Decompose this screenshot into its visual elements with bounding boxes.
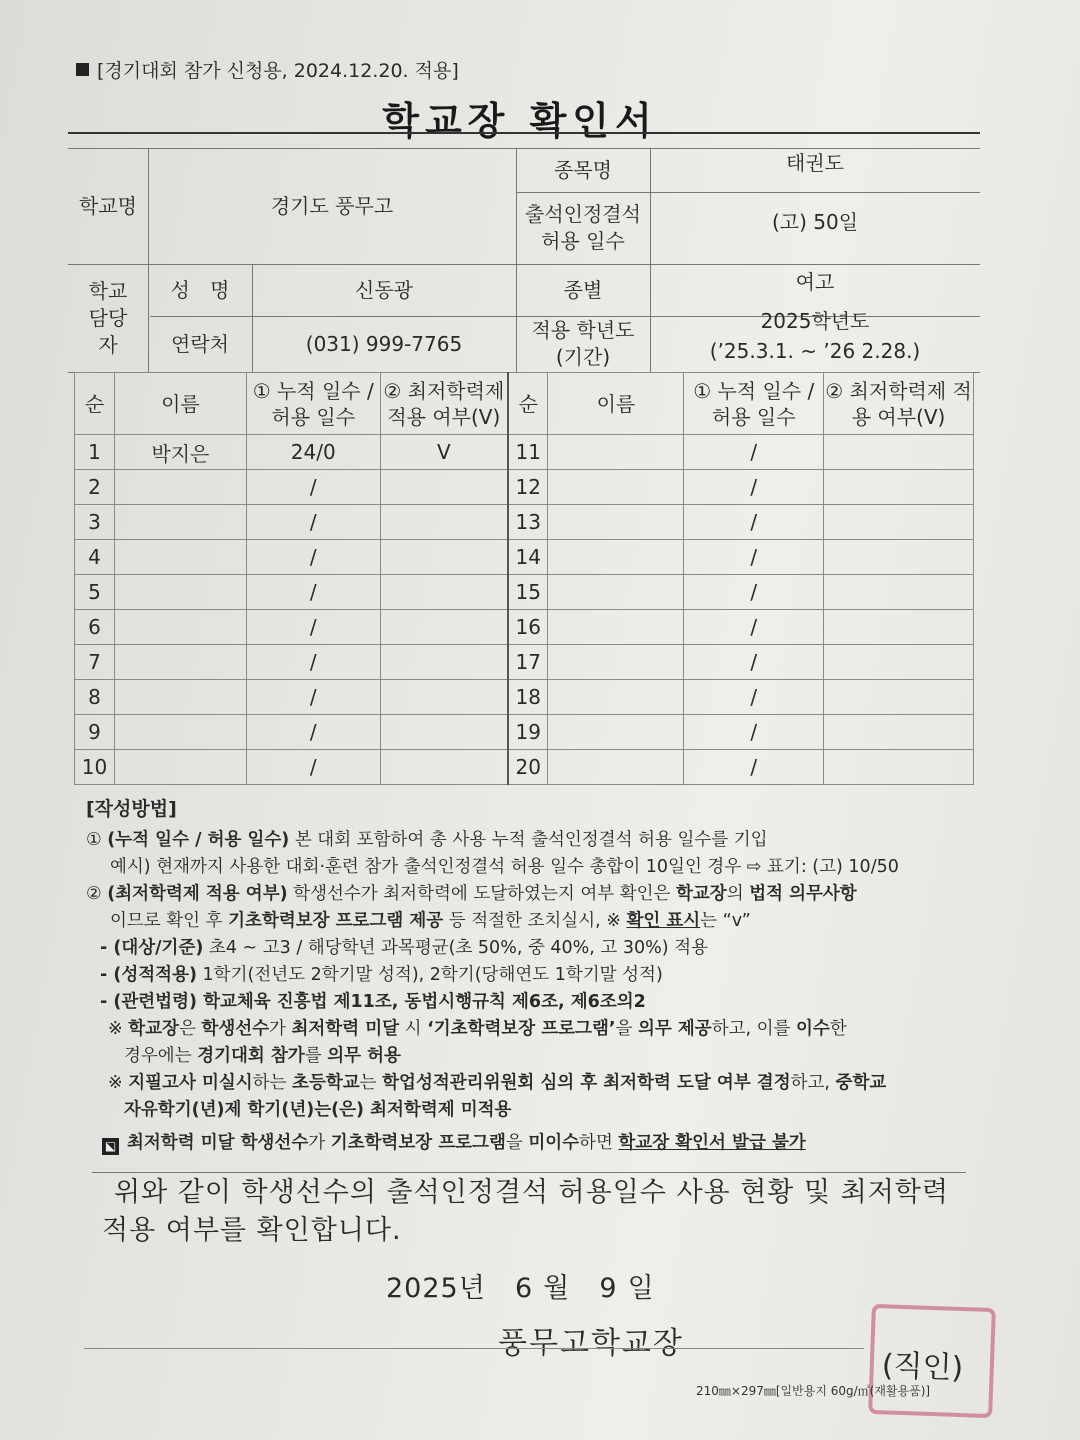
cell-name (548, 435, 684, 470)
cell-min (824, 575, 974, 610)
cell-no: 5 (75, 575, 115, 610)
table-row (75, 470, 974, 505)
cell-name (548, 750, 684, 785)
col-days: ① 누적 일수 / 허용 일수 (684, 373, 824, 435)
cell-name (114, 750, 246, 785)
cell-no: 4 (75, 540, 115, 575)
sport-value: 태권도 (786, 150, 844, 175)
cell-min (380, 750, 508, 785)
cell-min (380, 645, 508, 680)
cell-min (824, 715, 974, 750)
cell-days: / (684, 575, 824, 610)
cell-min (824, 610, 974, 645)
manager-name-label: 성 명 (170, 277, 230, 302)
period-value: (’25.3.1. ~ ’26 2.28.) (709, 338, 921, 363)
cell-no: 11 (508, 435, 548, 470)
cell-days: / (246, 715, 380, 750)
cell-no: 9 (75, 715, 115, 750)
cell-no: 10 (75, 750, 115, 785)
cell-name (114, 505, 246, 540)
cell-min (380, 540, 508, 575)
table-row (75, 540, 974, 575)
square-bullet-icon (76, 63, 89, 76)
cell-name (114, 540, 246, 575)
paper-spec: 210㎜×297㎜[일반용지 60g/㎡(재활용품)] (696, 1384, 931, 1398)
cell-days: / (684, 715, 824, 750)
cell-name (548, 505, 684, 540)
type-label: 종별 (563, 277, 603, 302)
cell-no: 6 (75, 610, 115, 645)
col-min: ② 최저학력제 적용 여부(V) (380, 373, 508, 435)
info-block (68, 148, 980, 368)
footer-divider (84, 1348, 864, 1349)
official-seal (868, 1304, 996, 1418)
cell-no: 18 (508, 680, 548, 715)
note-1-example: 예시) 현재까지 사용한 대회·훈련 참가 출석인정결석 허용 일수 총합이 10일인 경우 ⇨ 표기: (고) 10/50 (110, 857, 899, 877)
table-row (75, 680, 974, 715)
cell-name (548, 680, 684, 715)
cell-days: / (684, 470, 824, 505)
cell-name (114, 470, 246, 505)
cell-min: V (380, 435, 508, 470)
cell-min (824, 645, 974, 680)
note-target: - (대상/기준) 초4 ~ 고3 / 해당학년 과목평균(초 50%, 중 40%, 고 30%) 적용 (100, 938, 708, 958)
cell-no: 19 (508, 715, 548, 750)
sport-label: 종목명 (554, 157, 612, 182)
cell-no: 16 (508, 610, 548, 645)
cell-days: / (246, 750, 380, 785)
note-remark-1: ※ 학교장은 학생선수가 최저학력 미달 시 ‘기초학력보장 프로그램’을 의무 제공하고, 이를 이수한 (108, 1019, 847, 1039)
table-row (75, 575, 974, 610)
cell-name (114, 610, 246, 645)
seal-label: (직인) (881, 1348, 964, 1387)
year-value: 2025학년도 (760, 308, 870, 333)
school-name-value: 경기도 풍무고 (270, 193, 394, 218)
cell-name (114, 645, 246, 680)
cell-min (380, 575, 508, 610)
warning-line: ⬕ 최저학력 미달 학생선수가 기초학력보장 프로그램을 미이수하면 학교장 확인서 발급 불가 (86, 1130, 986, 1157)
cell-name (548, 645, 684, 680)
note-remark-2: ※ 지필고사 미실시하는 초등학교는 학업성적관리위원회 심의 후 최저학력 도달 여부 결정하고, 중학교 (108, 1073, 887, 1093)
cell-days: / (684, 645, 824, 680)
allowed-days-value: (고) 50일 (771, 209, 859, 234)
cell-no: 15 (508, 575, 548, 610)
cell-min (824, 680, 974, 715)
cell-name (548, 470, 684, 505)
cell-min (380, 505, 508, 540)
cell-min (824, 540, 974, 575)
cell-days: / (684, 680, 824, 715)
manager-name-value: 신동광 (355, 277, 413, 302)
table-row (75, 715, 974, 750)
table-row (75, 505, 974, 540)
cell-name (548, 715, 684, 750)
principal-signature: 풍무고학교장 (498, 1326, 684, 1361)
cell-days: / (246, 540, 380, 575)
note-2: ② (최저학력제 적용 여부) 학생선수가 최저학력에 도달하였는지 여부 확인은 학교장의 법적 의무사항 (86, 884, 857, 904)
col-min: ② 최저학력제 적용 여부(V) (824, 373, 974, 435)
cell-no: 2 (75, 470, 115, 505)
cell-min (824, 435, 974, 470)
year-label: 적용 학년도 (기간) (531, 318, 635, 369)
student-table (74, 372, 974, 785)
col-no: 순 (75, 373, 115, 435)
contact-label: 연락처 (171, 331, 229, 356)
document-title: 학교장 확인서 (382, 99, 658, 143)
cell-days: / (246, 505, 380, 540)
col-name: 이름 (114, 373, 246, 435)
cell-no: 12 (508, 470, 548, 505)
cell-days: / (246, 575, 380, 610)
table-row (75, 750, 974, 785)
table-row (75, 610, 974, 645)
cell-days: / (684, 750, 824, 785)
arrow-box-icon: ⬕ (102, 1138, 119, 1155)
allowed-days-label: 출석인정결석 허용 일수 (525, 202, 641, 253)
note-remark-2-cont: 자유학기(년)제 학기(년)는(은) 최저학력제 미적용 (124, 1100, 512, 1120)
note-1: ① (누적 일수 / 허용 일수) 본 대회 포함하여 총 사용 누적 출석인정결석 허용 일수를 기입 (86, 830, 768, 850)
cell-days: / (684, 505, 824, 540)
col-name: 이름 (548, 373, 684, 435)
form-code: [경기대회 참가 신청용, 2024.12.20. 적용] (76, 56, 459, 83)
cell-no: 8 (75, 680, 115, 715)
cell-min (380, 680, 508, 715)
title-divider (68, 132, 980, 134)
cell-min (380, 610, 508, 645)
cell-name (548, 610, 684, 645)
divider (92, 1172, 966, 1173)
cell-name (548, 575, 684, 610)
cell-days: / (684, 610, 824, 645)
cell-name (548, 540, 684, 575)
cell-no: 3 (75, 505, 115, 540)
type-value: 여고 (795, 269, 835, 294)
note-remark-1-cont: 경우에는 경기대회 참가를 의무 허용 (124, 1046, 401, 1066)
manager-label: 학교 담당자 (88, 278, 128, 357)
cell-days: / (246, 610, 380, 645)
note-2-cont: 이므로 확인 후 기초학력보장 프로그램 제공 등 적절한 조치실시, ※ 확인 표시는 “v” (110, 911, 751, 931)
note-grades: - (성적적용) 1학기(전년도 2학기말 성적), 2학기(당해연도 1학기말 성적) (100, 965, 663, 985)
cell-no: 1 (75, 435, 115, 470)
cell-days: / (246, 470, 380, 505)
cell-days: / (246, 645, 380, 680)
cell-min (824, 470, 974, 505)
col-days: ① 누적 일수 / 허용 일수 (246, 373, 380, 435)
cell-no: 14 (508, 540, 548, 575)
instructions-heading: [작성방법] (86, 798, 177, 820)
confirmation-text: 위와 같이 학생선수의 출석인정결석 허용일수 사용 현황 및 최저학력 적용 여부를 확인합니다. (102, 1177, 949, 1246)
table-header-row (75, 373, 974, 435)
school-name-label: 학교명 (79, 193, 137, 218)
cell-name: 박지은 (114, 435, 246, 470)
note-law: - (관련법령) 학교체육 진흥법 제11조, 동법시행규칙 제6조, 제6조의2 (100, 992, 646, 1012)
cell-no: 13 (508, 505, 548, 540)
table-row (75, 645, 974, 680)
table-row (75, 435, 974, 470)
cell-days: / (684, 540, 824, 575)
cell-name (114, 715, 246, 750)
cell-min (380, 470, 508, 505)
instructions (86, 796, 986, 1157)
cell-no: 20 (508, 750, 548, 785)
col-no: 순 (508, 373, 548, 435)
cell-min (380, 715, 508, 750)
issue-date: 2025년 6 월 9 일 (386, 1273, 655, 1304)
cell-name (114, 680, 246, 715)
cell-days: 24/0 (246, 435, 380, 470)
cell-min (824, 505, 974, 540)
cell-no: 7 (75, 645, 115, 680)
cell-min (824, 750, 974, 785)
cell-no: 17 (508, 645, 548, 680)
cell-name (114, 575, 246, 610)
cell-days: / (246, 680, 380, 715)
cell-days: / (684, 435, 824, 470)
contact-value: (031) 999-7765 (305, 331, 463, 356)
